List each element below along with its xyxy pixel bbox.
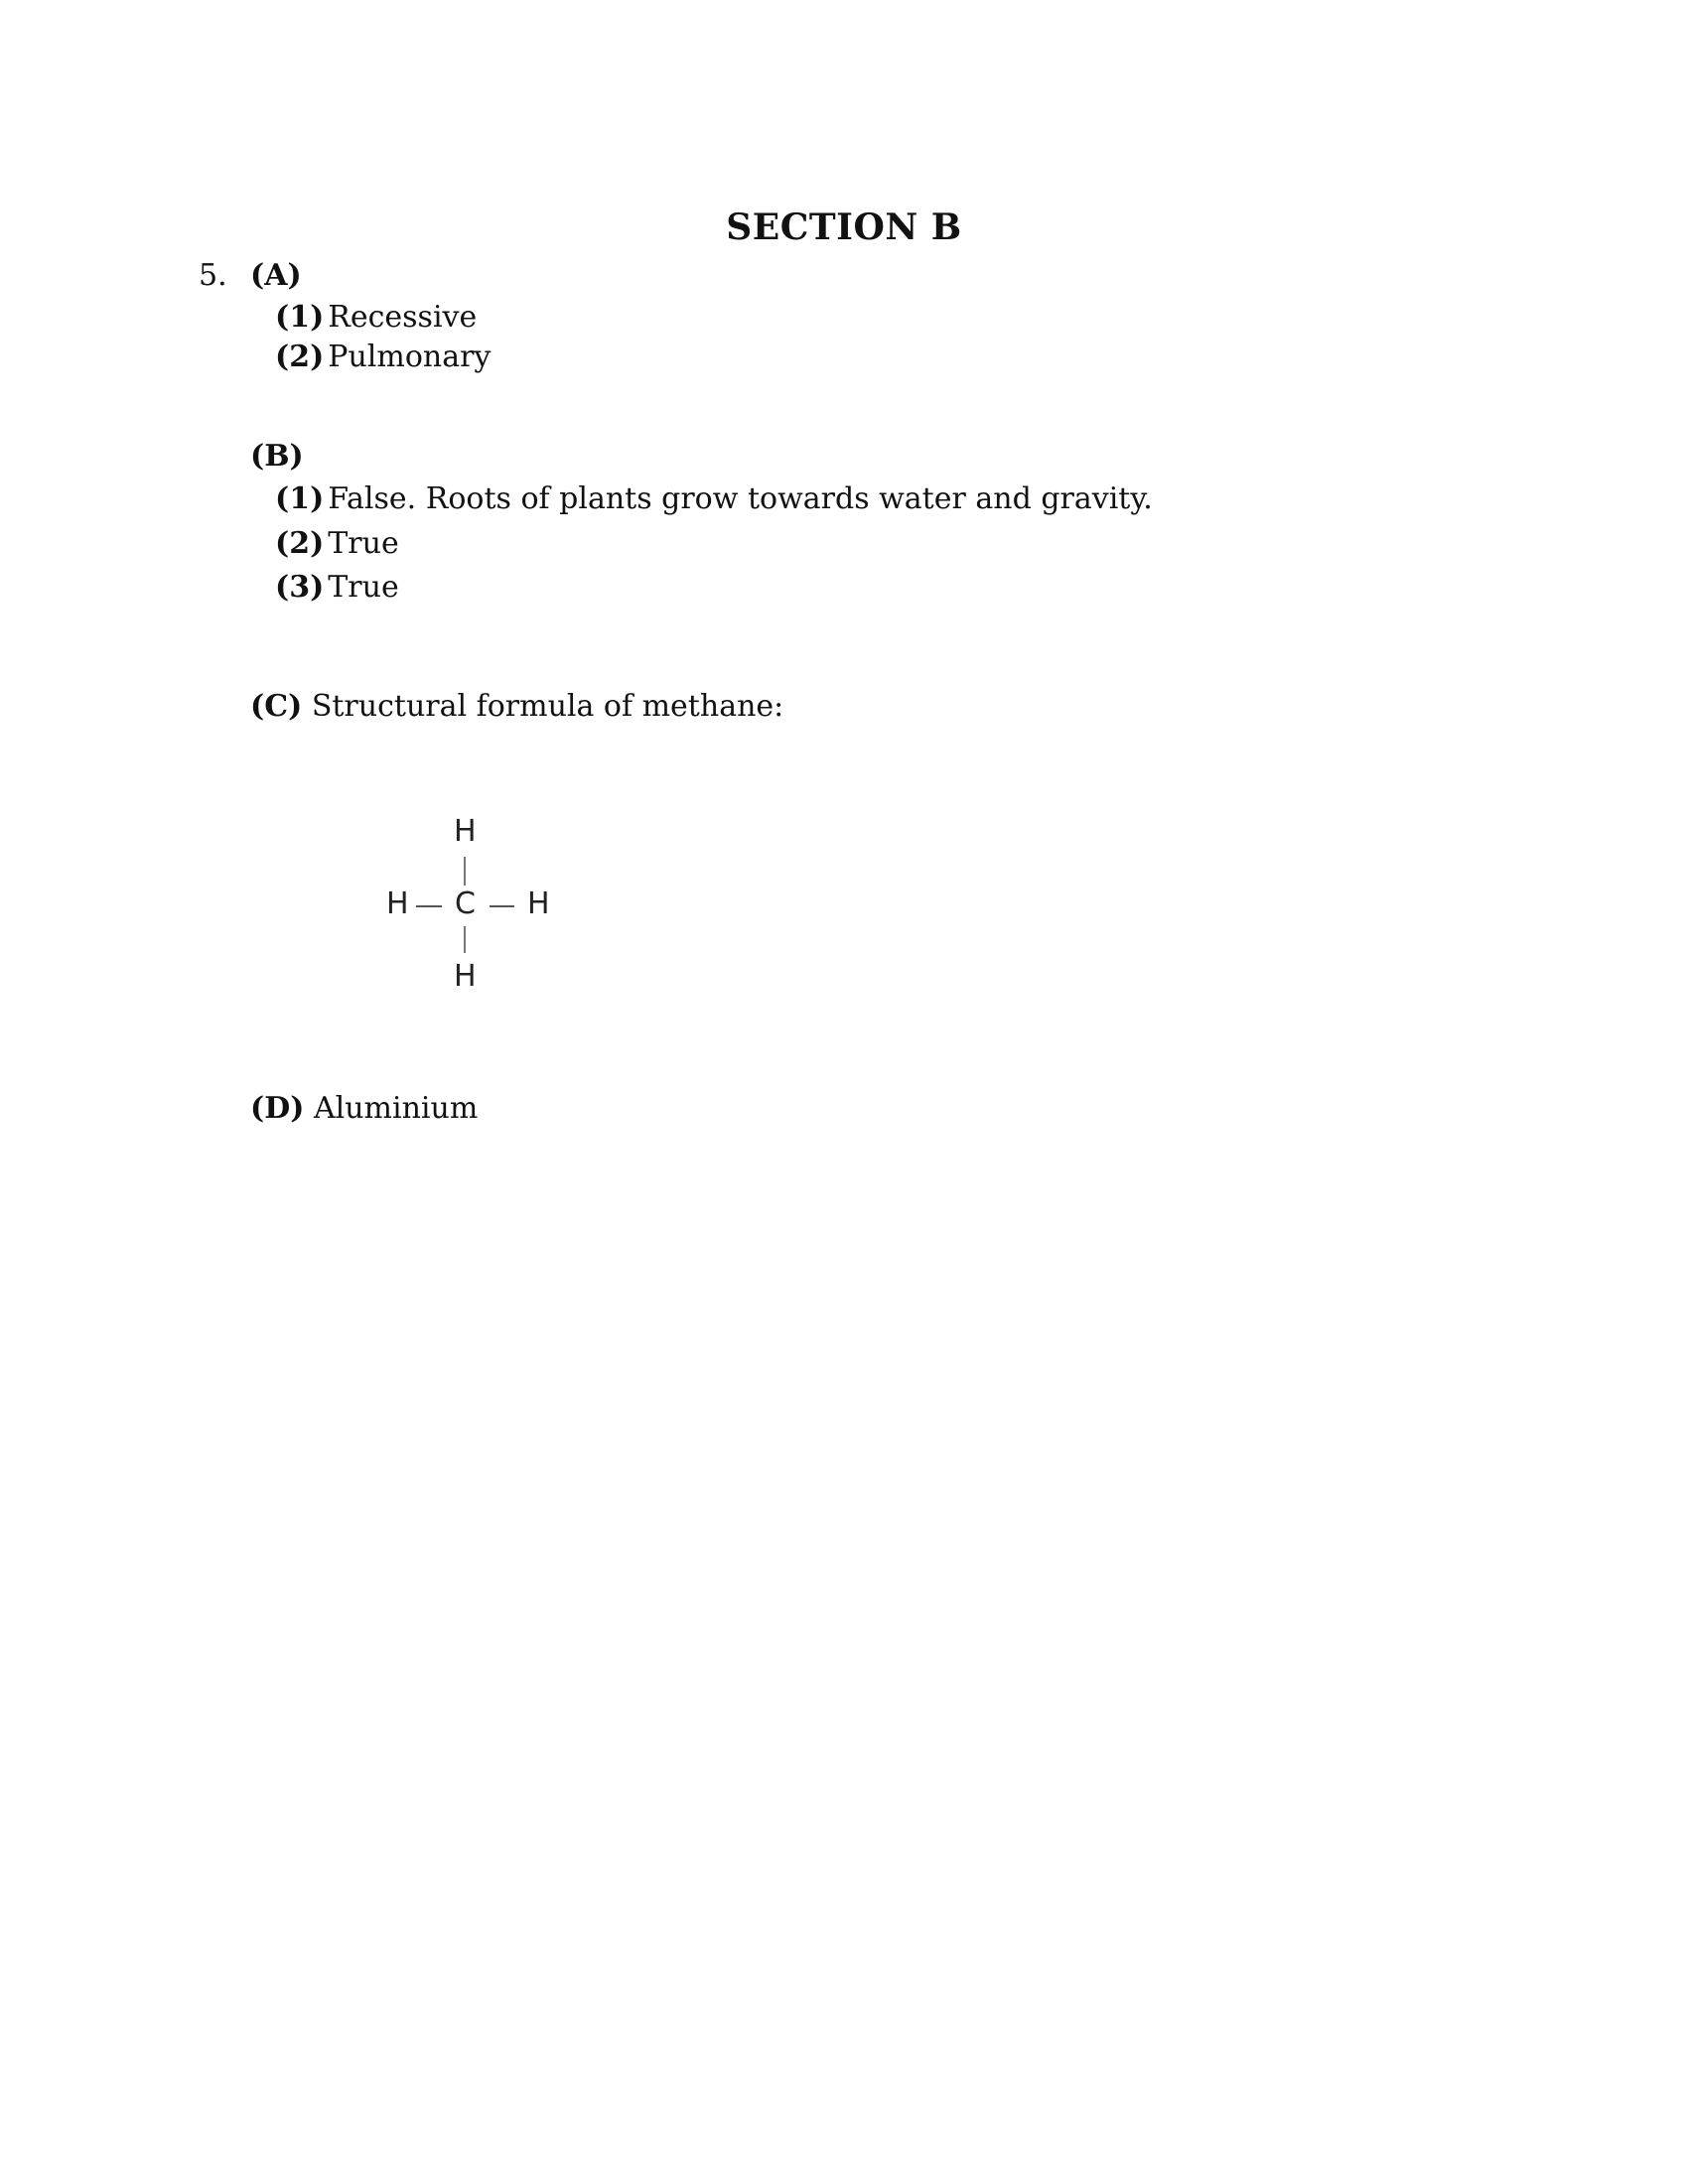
bond-top [464, 857, 466, 886]
part-d-label: (D) [250, 1091, 305, 1126]
part-b-label: (B) [250, 439, 304, 474]
part-b-item-1 [275, 481, 1153, 517]
part-a-label: (A) [250, 258, 302, 293]
atom-h-top: H [454, 814, 477, 849]
part-c-label: (C) [250, 689, 303, 724]
atom-h-right: H [527, 887, 550, 921]
question-number: 5. [199, 258, 227, 293]
bond-bottom [464, 926, 466, 953]
answer-text: Pulmonary [328, 340, 492, 374]
section-title: SECTION B [726, 206, 962, 248]
part-c [250, 689, 783, 725]
bond-left [416, 905, 442, 907]
part-b-item-2 [275, 526, 399, 562]
answer-text: True [328, 526, 399, 561]
atom-c-center: C [455, 887, 476, 921]
item-number: (3) [275, 570, 325, 605]
part-c-text: Structural formula of methane: [311, 689, 784, 724]
atom-h-bottom: H [454, 959, 477, 994]
atom-h-left: H [386, 887, 409, 921]
answer-text: False. Roots of plants grow towards water and gravity. [328, 481, 1153, 516]
part-b-item-3 [275, 570, 399, 606]
part-a-item-1 [275, 300, 477, 336]
part-a-item-2 [275, 340, 491, 375]
part-d-text: Aluminium [313, 1091, 479, 1126]
item-number: (2) [275, 526, 325, 561]
item-number: (1) [275, 481, 325, 516]
item-number: (1) [275, 300, 325, 335]
answer-text: True [328, 570, 399, 605]
answer-text: Recessive [328, 300, 478, 335]
item-number: (2) [275, 340, 325, 374]
part-d [250, 1091, 478, 1127]
bond-right [490, 905, 514, 907]
